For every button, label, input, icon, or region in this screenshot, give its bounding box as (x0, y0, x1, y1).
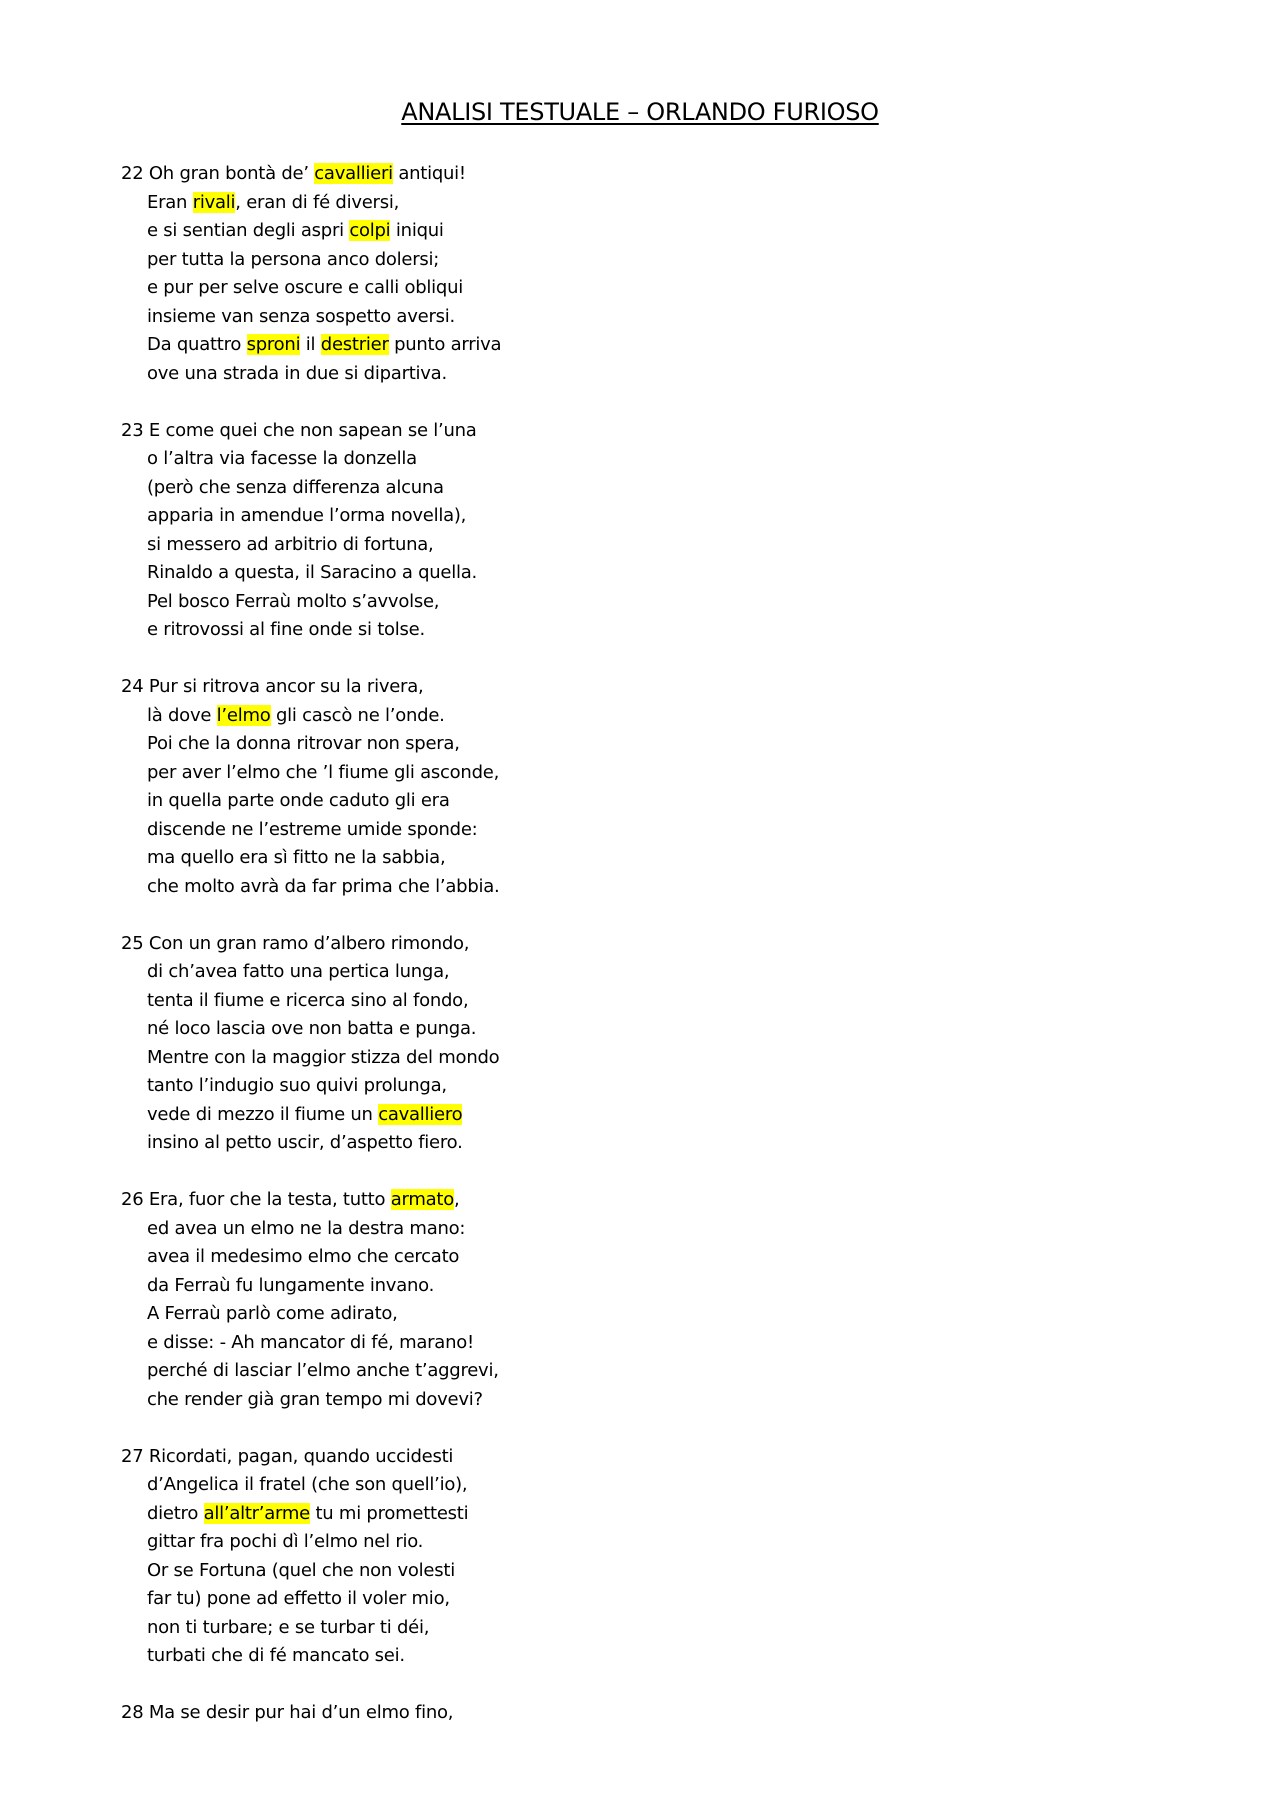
verse-text: , (453, 1189, 460, 1210)
verse-line (121, 987, 1021, 1016)
verse-text: di ch’avea fatto una pertica lunga, (147, 961, 450, 982)
verse-text: Pur si ritrova ancor su la rivera, (148, 676, 424, 697)
verse-line (121, 417, 1021, 446)
verse-text: iniqui (390, 220, 444, 241)
verse-text: si messero ad arbitrio di fortuna, (147, 533, 434, 555)
verse-line (121, 1129, 1021, 1158)
verse-text: che render già gran tempo mi dovevi? (147, 1388, 483, 1410)
highlighted-word: colpi (349, 220, 391, 241)
verse-text: perché di lasciar l’elmo anche t’aggrevi, (147, 1360, 499, 1381)
stanza-number: 27 (121, 1445, 144, 1467)
verse-text: e ritrovossi al fine onde si tolse. (147, 619, 425, 640)
page-title: ANALISI TESTUALE – ORLANDO FURIOSO (401, 98, 879, 126)
verse-text: Mentre con la maggior stizza del mondo (147, 1046, 500, 1068)
verse-text: Da quattro (147, 334, 247, 355)
verse-text: Con un gran ramo d’albero rimondo, (148, 932, 470, 954)
stanza-number: 28 (121, 1702, 144, 1723)
verse-text: apparia in amendue l’orma novella), (147, 505, 467, 526)
verse-line (121, 673, 1021, 702)
verse-line (121, 1300, 1021, 1329)
verse-line (121, 1528, 1021, 1557)
verse-line (121, 1101, 1021, 1130)
verse-text: da Ferraù fu lungamente invano. (147, 1274, 435, 1296)
poem-body (121, 160, 1021, 1756)
verse-line (121, 1044, 1021, 1073)
verse-text: o l’altra via facesse la donzella (147, 448, 417, 469)
verse-line (121, 331, 1021, 360)
verse-line (121, 1357, 1021, 1386)
verse-line (121, 445, 1021, 474)
verse-text: Poi che la donna ritrovar non spera, (147, 733, 460, 754)
highlighted-word: sproni (246, 334, 301, 355)
verse-text: antiqui! (392, 163, 466, 184)
verse-text: Rinaldo a questa, il Saracino a quella. (147, 562, 477, 583)
verse-text: là dove (147, 704, 217, 726)
verse-line (121, 360, 1021, 389)
verse-text: dietro (147, 1502, 204, 1524)
verse-line (121, 474, 1021, 503)
verse-text: punto arriva (388, 334, 502, 355)
verse-text: gittar fra pochi dì l’elmo nel rio. (147, 1531, 424, 1552)
stanza (121, 1699, 1021, 1728)
verse-text: Ricordati, pagan, quando uccidesti (148, 1445, 454, 1467)
verse-line (121, 1500, 1021, 1529)
verse-text: tenta il fiume e ricerca sino al fondo, (147, 989, 469, 1011)
verse-line (121, 787, 1021, 816)
stanza (121, 417, 1021, 645)
verse-line (121, 1471, 1021, 1500)
stanza-number: 25 (121, 932, 144, 954)
verse-line (121, 1642, 1021, 1671)
verse-text: in quella parte onde caduto gli era (147, 790, 450, 811)
verse-line (121, 930, 1021, 959)
verse-text: Pel bosco Ferraù molto s’avvolse, (147, 590, 440, 612)
verse-line (121, 730, 1021, 759)
highlighted-word: all’altr’arme (203, 1502, 310, 1524)
highlighted-word: destrier (320, 334, 389, 355)
verse-line (121, 1215, 1021, 1244)
verse-line (121, 303, 1021, 332)
stanza (121, 1443, 1021, 1671)
verse-line (121, 1186, 1021, 1215)
verse-line (121, 588, 1021, 617)
verse-text: gli cascò ne l’onde. (270, 704, 445, 726)
verse-text: né loco lascia ove non batta e punga. (147, 1018, 477, 1039)
verse-text: insieme van senza sospetto aversi. (147, 305, 455, 327)
verse-text: non ti turbare; e se turbar ti déi, (147, 1616, 430, 1638)
verse-text: per aver l’elmo che ’l fiume gli asconde, (147, 761, 500, 783)
stanza (121, 1186, 1021, 1414)
verse-text: E come quei che non sapean se l’una (148, 419, 477, 441)
verse-text: Oh gran bontà de’ (148, 163, 315, 184)
verse-text: insino al petto uscir, d’aspetto fiero. (147, 1132, 463, 1153)
verse-text: d’Angelica il fratel (che son quell’io), (147, 1474, 468, 1495)
highlighted-word: cavalliero (378, 1103, 463, 1125)
verse-line (121, 616, 1021, 645)
verse-text: tanto l’indugio suo quivi prolunga, (147, 1075, 447, 1096)
verse-line (121, 531, 1021, 560)
highlighted-word: cavallieri (314, 163, 393, 184)
stanza (121, 160, 1021, 388)
verse-text: ove una strada in due si dipartiva. (147, 362, 447, 384)
verse-line (121, 1585, 1021, 1614)
verse-text: e disse: - Ah mancator di fé, marano! (147, 1331, 474, 1353)
stanza-number: 24 (121, 676, 144, 697)
verse-text: vede di mezzo il fiume un (147, 1103, 379, 1125)
stanza-number: 22 (121, 163, 144, 184)
stanza (121, 673, 1021, 901)
verse-text: e si sentian degli aspri (147, 220, 350, 241)
verse-line (121, 189, 1021, 218)
verse-text: Eran (147, 191, 193, 213)
highlighted-word: rivali (192, 191, 236, 213)
verse-text: A Ferraù parlò come adirato, (147, 1303, 398, 1324)
verse-line (121, 160, 1021, 189)
verse-text: avea il medesimo elmo che cercato (147, 1246, 460, 1267)
verse-line (121, 1443, 1021, 1472)
verse-line (121, 702, 1021, 731)
verse-line (121, 246, 1021, 275)
verse-text: far tu) pone ad effetto il voler mio, (147, 1588, 450, 1609)
verse-text: Era, fuor che la testa, tutto (148, 1189, 391, 1210)
verse-line (121, 873, 1021, 902)
verse-line (121, 1329, 1021, 1358)
verse-line (121, 816, 1021, 845)
verse-line (121, 759, 1021, 788)
verse-line (121, 1614, 1021, 1643)
highlighted-word: armato (390, 1189, 454, 1210)
verse-text: che molto avrà da far prima che l’abbia. (147, 875, 500, 897)
verse-text: (però che senza differenza alcuna (147, 476, 444, 498)
stanza-number: 26 (121, 1189, 144, 1210)
verse-line (121, 844, 1021, 873)
verse-line (121, 1557, 1021, 1586)
verse-line (121, 1386, 1021, 1415)
verse-line (121, 559, 1021, 588)
verse-line (121, 958, 1021, 987)
verse-line (121, 1272, 1021, 1301)
verse-line (121, 1243, 1021, 1272)
verse-text: turbati che di fé mancato sei. (147, 1645, 405, 1666)
verse-text: Or se Fortuna (quel che non volesti (147, 1559, 455, 1581)
stanza (121, 930, 1021, 1158)
verse-line (121, 274, 1021, 303)
verse-line (121, 1699, 1021, 1728)
verse-line (121, 1015, 1021, 1044)
verse-text: ma quello era sì fitto ne la sabbia, (147, 847, 446, 868)
highlighted-word: l’elmo (216, 704, 271, 726)
verse-text: tu mi promettesti (310, 1502, 469, 1524)
verse-text: , eran di fé diversi, (235, 191, 400, 213)
stanza-number: 23 (121, 419, 144, 441)
verse-line (121, 1072, 1021, 1101)
verse-text: e pur per selve oscure e calli obliqui (147, 277, 463, 298)
verse-text: Ma se desir pur hai d’un elmo fino, (148, 1702, 454, 1723)
verse-line (121, 502, 1021, 531)
verse-line (121, 217, 1021, 246)
verse-text: ed avea un elmo ne la destra mano: (147, 1217, 466, 1239)
verse-text: per tutta la persona anco dolersi; (147, 248, 440, 270)
verse-text: discende ne l’estreme umide sponde: (147, 818, 478, 840)
verse-text: il (300, 334, 321, 355)
